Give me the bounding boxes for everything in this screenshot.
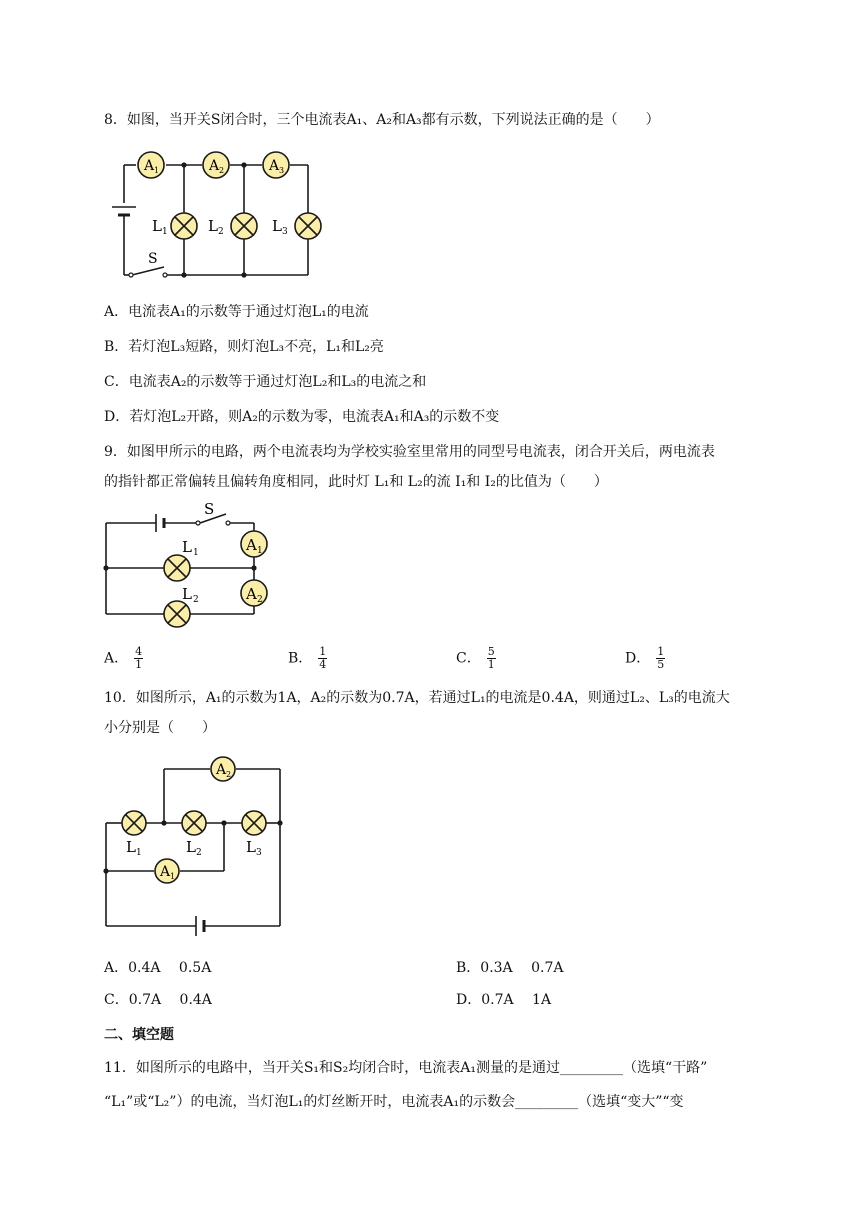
section-heading: 二、填空题 [104,1027,174,1043]
q9-option-c: C． $\frac{5}{1}$ [456,645,495,671]
svg-text:1: 1 [154,166,160,175]
q8-option-b: B．若灯泡L₃短路，则灯泡L₃不亮，L₁和L₂亮 [104,339,384,355]
q9-label-s: S [204,500,215,518]
q8-circuit-diagram [104,143,324,283]
q9-lamp-l2-icon [164,601,190,627]
q9-stem-line1: 9．如图甲所示的电路，两个电流表均为学校实验室里常用的同型号电流表，闭合开关后，两电流表 [104,444,715,460]
q9-label-l2: L [182,585,192,603]
svg-text:A: A [216,762,227,778]
q8-option-d: D．若灯泡L₂开路，则A₂的示数为零，电流表A₁和A₃的示数不变 [104,409,500,425]
q9-label-l1: L [182,538,192,556]
q10-lamp-l1-icon [122,811,146,835]
svg-text:3: 3 [256,848,262,858]
q10-lamp-l3-icon [242,811,266,835]
q10-option-c: C．0.7A 0.4A [104,992,212,1008]
q8-lamp-l3-icon [295,213,321,239]
q10-option-a: A．0.4A 0.5A [104,960,212,976]
svg-text:2: 2 [218,227,224,237]
svg-text:1: 1 [170,872,176,881]
svg-text:2: 2 [226,770,232,779]
q9-ammeter-a2 [241,580,267,606]
svg-text:1: 1 [193,548,199,558]
q9-circuit-diagram [100,496,280,636]
svg-text:3: 3 [282,227,288,237]
svg-text:A: A [246,536,257,554]
svg-text:2: 2 [193,595,199,605]
q10-ammeter-a2 [211,757,235,781]
svg-text:A: A [144,158,155,174]
q10-label-l2: L [186,838,196,856]
q9-ammeter-a1 [241,531,267,557]
q10-lamp-l2-icon [182,811,206,835]
svg-text:3: 3 [279,166,285,175]
svg-text:2: 2 [257,595,263,605]
svg-text:A: A [209,158,220,174]
q11-line1: 11．如图所示的电路中，当开关S₁和S₂均闭合时，电流表A₁测量的是通过_________（选填“干路” [104,1060,708,1076]
svg-text:A: A [160,864,171,880]
q8-ammeter-a1 [138,152,164,178]
svg-text:A: A [269,158,280,174]
q8-ammeter-a2 [203,152,229,178]
q10-label-l3: L [246,838,256,856]
svg-text:A: A [246,585,257,603]
q9-option-a: A． $\frac{4}{1}$ [104,645,143,671]
q8-ammeter-a3 [263,152,289,178]
q11-line2: “L₁”或“L₂”）的电流，当灯泡L₁的灯丝断开时，电流表A₁的示数会_________（选填“变大”“变 [104,1094,684,1110]
svg-text:2: 2 [219,166,225,175]
q9-lamp-l1-icon [164,555,190,581]
svg-text:1: 1 [136,848,142,858]
q8-lamp-l1-icon [171,213,197,239]
q10-label-l1: L [126,838,136,856]
q10-circuit-diagram [100,756,300,940]
q8-label-l3: L [272,217,282,235]
q10-option-b: B．0.3A 0.7A [456,960,564,976]
q10-stem-line2: 小分别是（ ） [104,720,216,736]
q10-option-d: D．0.7A 1A [456,992,552,1008]
q8-stem: 8．如图，当开关S闭合时，三个电流表A₁、A₂和A₃都有示数，下列说法正确的是（ ） [104,112,660,128]
q9-option-b: B． $\frac{1}{4}$ [288,645,327,671]
svg-text:1: 1 [257,546,263,556]
q8-option-c: C．电流表A₂的示数等于通过灯泡L₂和L₃的电流之和 [104,374,427,390]
q8-label-l2: L [208,217,218,235]
q8-label-l1: L [152,217,162,235]
q9-option-d: D． $\frac{1}{5}$ [625,645,665,671]
svg-text:1: 1 [162,227,168,237]
q8-option-a: A．电流表A₁的示数等于通过灯泡L₁的电流 [104,304,369,320]
q10-ammeter-a1 [155,859,179,883]
q10-stem-line1: 10．如图所示，A₁的示数为1A，A₂的示数为0.7A，若通过L₁的电流是0.4A，则通过L₂、L₃的电流大 [104,690,730,706]
q9-stem-line2: 的指针都正常偏转且偏转角度相同，此时灯 L₁和 L₂的流 I₁和 I₂的比值为（ ） [104,474,608,490]
svg-text:2: 2 [196,848,202,858]
q8-label-s: S [148,251,158,267]
q8-lamp-l2-icon [231,213,257,239]
